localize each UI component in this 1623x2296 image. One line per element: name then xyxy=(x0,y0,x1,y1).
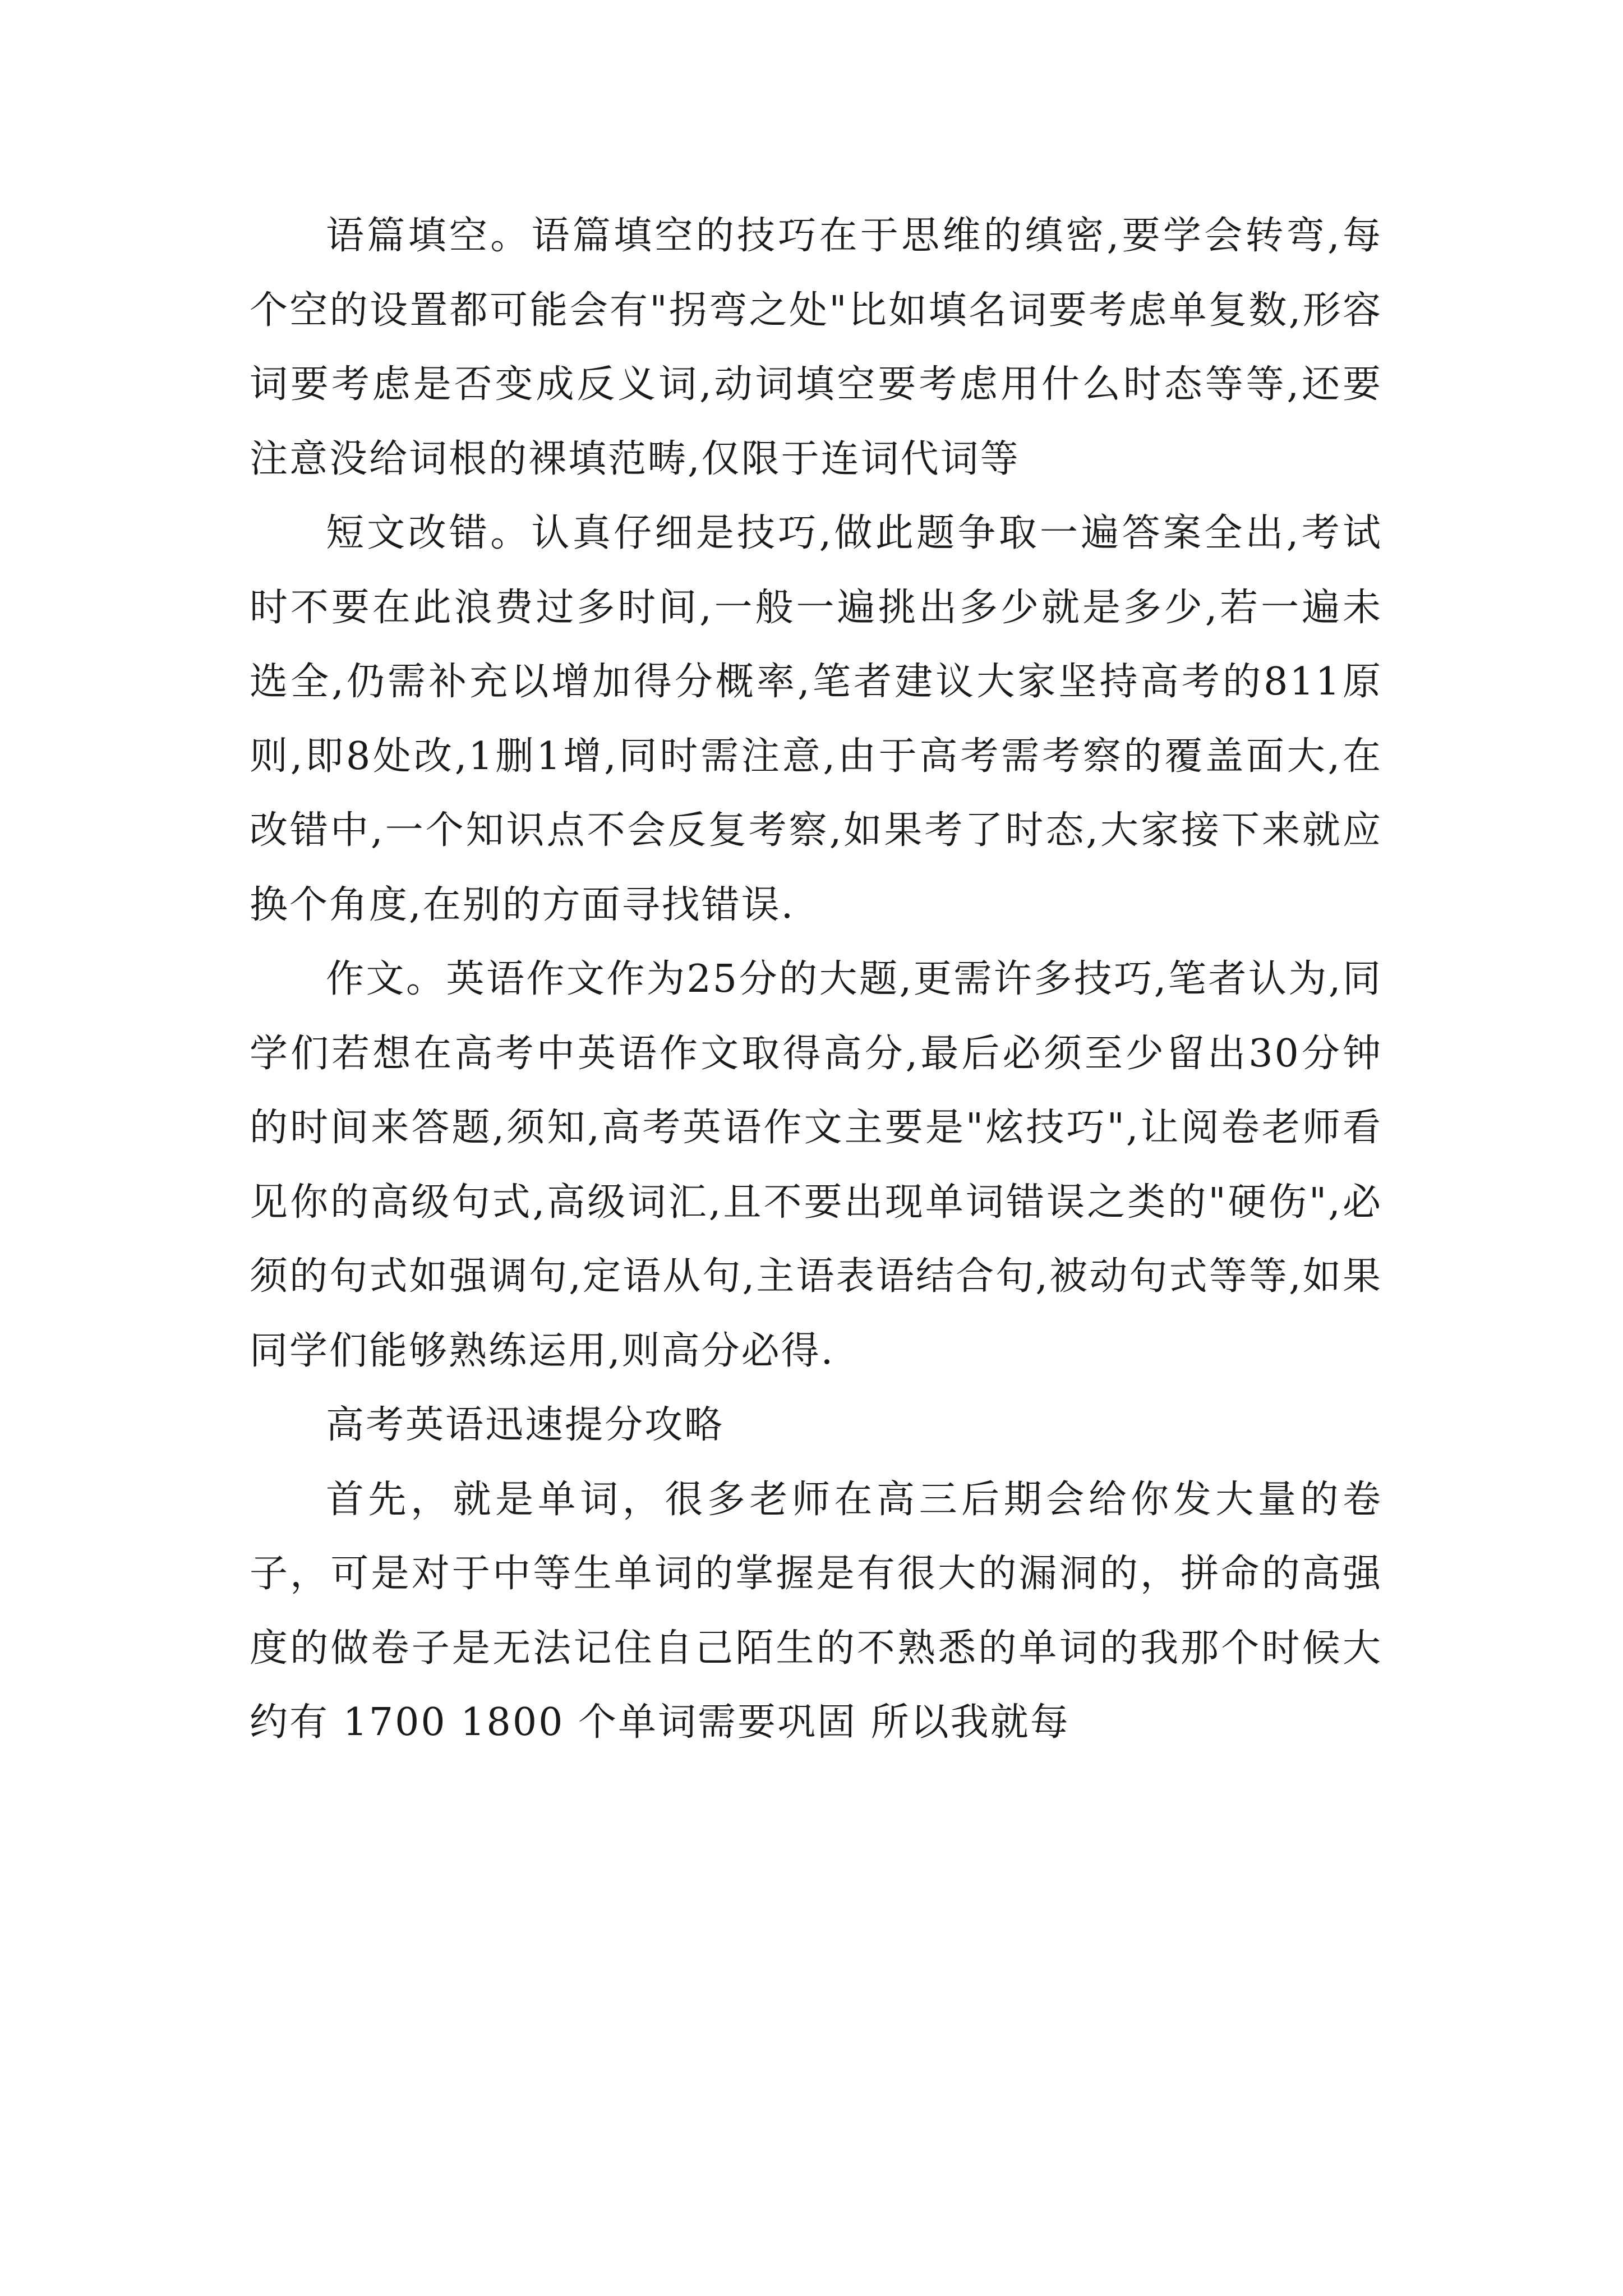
paragraph-essay: 作文。英语作文作为25分的大题,更需许多技巧,笔者认为,同学们若想在高考中英语作文取得高分,最后必须至少留出30分钟的时间来答题,须知,高考英语作文主要是"炫技巧",让阅卷老师看见你的高级句式,高级词汇,且不要出现单词错误之类的"硬伤",必须的句式如强调句,定语从句,主语表语结合句,被动句式等等,如果同学们能够熟练运用,则高分必得. xyxy=(250,957,1382,1373)
paragraph-vocabulary: 首先，就是单词，很多老师在高三后期会给你发大量的卷子，可是对于中等生单词的掌握是有很大的漏洞的，拼命的高强度的做卷子是无法记住自己陌生的不熟悉的单词的我那个时候大约有 1700 1800 个单词需要巩固 所以我就每 xyxy=(250,1477,1382,1745)
section-heading: 高考英语迅速提分攻略 xyxy=(326,1403,725,1447)
paragraph-cloze: 语篇填空。语篇填空的技巧在于思维的缜密,要学会转弯,每个空的设置都可能会有"拐弯之处"比如填名词要考虑单复数,形容词要考虑是否变成反义词,动词填空要考虑用什么时态等等,还要注意没给词根的裸填范畴,仅限于连词代词等 xyxy=(250,214,1383,481)
document-body xyxy=(250,199,1382,1760)
paragraph-error-correction: 短文改错。认真仔细是技巧,做此题争取一遍答案全出,考试时不要在此浪费过多时间,一般一遍挑出多少就是多少,若一遍未选全,仍需补充以增加得分概率,笔者建议大家坚持高考的811原则,即8处改,1删1增,同时需注意,由于高考需考察的覆盖面大,在改错中,一个知识点不会反复考察,如果考了时态,大家接下来就应换个角度,在别的方面寻找错误. xyxy=(250,511,1382,927)
